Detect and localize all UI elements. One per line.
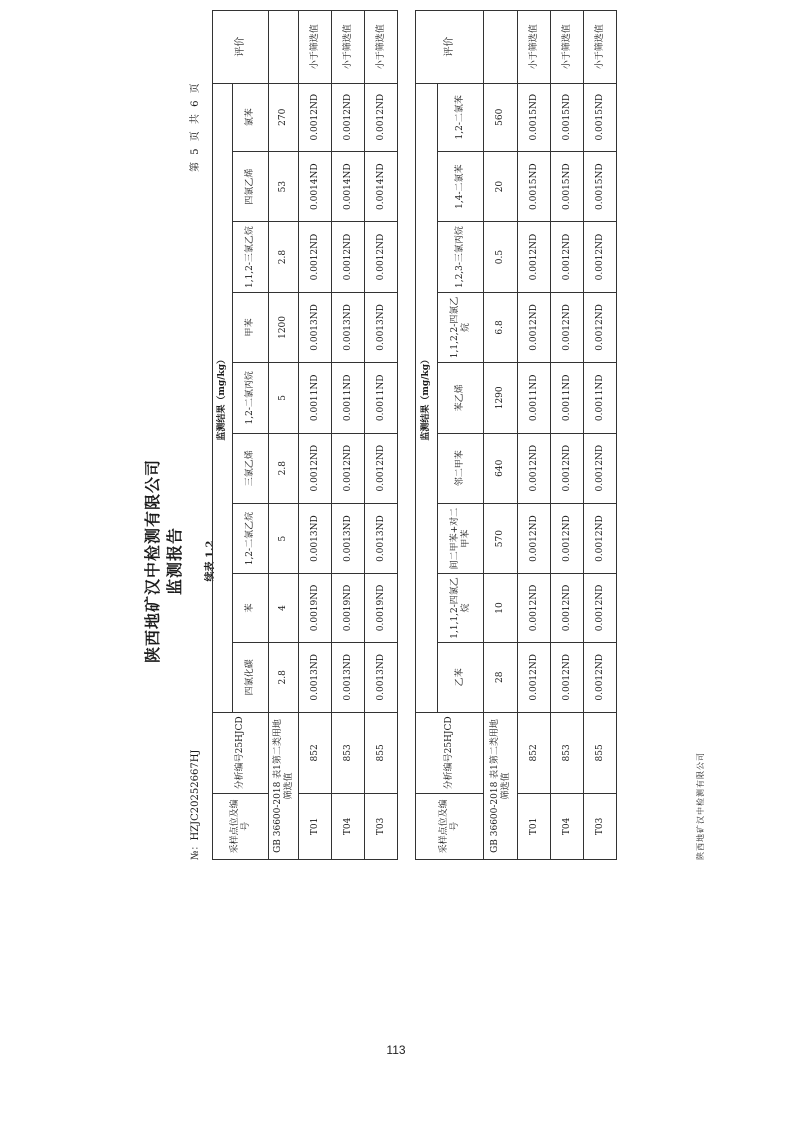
value-cell: 0.0012ND (299, 433, 332, 503)
header-analysis-id: 分析编号25HJCD (416, 713, 484, 794)
table-row (365, 11, 398, 860)
value-cell: 0.0013ND (299, 292, 332, 362)
header-compound: 1,1,2,2-四氯乙烷 (438, 292, 484, 362)
standard-value: 2.8 (269, 433, 299, 503)
standard-value: 4 (269, 574, 299, 642)
standard-value: 10 (484, 574, 518, 642)
value-cell: 0.0012ND (584, 574, 617, 642)
table-row (299, 11, 332, 860)
header-compound: 苯 (233, 574, 269, 642)
header-compound: 1,2-二氯苯 (438, 83, 484, 151)
header-site: 采样点位及编号 (213, 793, 269, 859)
value-cell: 0.0015ND (584, 151, 617, 221)
standard-value: 5 (269, 363, 299, 433)
evaluation-cell: 小于筛选值 (299, 11, 332, 84)
header-compound: 乙苯 (438, 642, 484, 712)
header-evaluation: 评价 (213, 11, 269, 84)
value-cell: 0.0011ND (518, 363, 551, 433)
id-cell: 853 (332, 713, 365, 794)
value-cell: 0.0013ND (332, 503, 365, 573)
header-compound: 氯苯 (233, 83, 269, 151)
value-cell: 0.0012ND (332, 433, 365, 503)
value-cell: 0.0012ND (584, 433, 617, 503)
value-cell: 0.0012ND (299, 222, 332, 292)
site-cell: T03 (365, 793, 398, 859)
standard-value: 560 (484, 83, 518, 151)
page-number: 113 (386, 1043, 406, 1057)
table-row (518, 11, 551, 860)
id-cell: 852 (299, 713, 332, 794)
header-compound: 1,2-二氯丙烷 (233, 363, 269, 433)
evaluation-cell: 小于筛选值 (551, 11, 584, 84)
evaluation-cell: 小于筛选值 (332, 11, 365, 84)
standard-value: 570 (484, 503, 518, 573)
header-compound: 1,4-二氯苯 (438, 151, 484, 221)
header-compound: 1,1,1,2-四氯乙烷 (438, 574, 484, 642)
value-cell: 0.0012ND (551, 574, 584, 642)
header-compound: 邻二甲苯 (438, 433, 484, 503)
value-cell: 0.0011ND (332, 363, 365, 433)
value-cell: 0.0012ND (551, 503, 584, 573)
evaluation-cell: 小于筛选值 (365, 11, 398, 84)
value-cell: 0.0012ND (518, 574, 551, 642)
value-cell: 0.0012ND (584, 642, 617, 712)
standard-value: 640 (484, 433, 518, 503)
standard-value: 6.8 (484, 292, 518, 362)
value-cell: 0.0012ND (551, 642, 584, 712)
evaluation-cell: 小于筛选值 (584, 11, 617, 84)
header-compound: 1,1,2-三氯乙烷 (233, 222, 269, 292)
value-cell: 0.0015ND (551, 151, 584, 221)
value-cell: 0.0011ND (584, 363, 617, 433)
header-compound: 1,2-二氯乙烷 (233, 503, 269, 573)
site-cell: T01 (518, 793, 551, 859)
value-cell: 0.0013ND (365, 292, 398, 362)
value-cell: 0.0014ND (299, 151, 332, 221)
id-cell: 855 (365, 713, 398, 794)
page-info: 第 5 页 共 6 页 (190, 81, 201, 172)
value-cell: 0.0012ND (365, 222, 398, 292)
company-title: 陕西地矿汉中检测有限公司 (143, 459, 162, 664)
value-cell: 0.0012ND (518, 222, 551, 292)
id-cell: 855 (584, 713, 617, 794)
value-cell: 0.0013ND (299, 642, 332, 712)
table-caption: 续表 1.2 (205, 540, 216, 582)
value-cell: 0.0015ND (584, 83, 617, 151)
standard-value: 270 (269, 83, 299, 151)
header-results-group: 监测结果（mg/kg） (416, 83, 438, 712)
header-evaluation: 评价 (416, 11, 484, 84)
report-title: 监测报告 (165, 527, 184, 596)
standard-label: GB 36600-2018 表1第二类用地筛选值 (269, 713, 299, 860)
value-cell: 0.0011ND (551, 363, 584, 433)
value-cell: 0.0013ND (365, 642, 398, 712)
evaluation-cell: 小于筛选值 (518, 11, 551, 84)
value-cell: 0.0013ND (299, 503, 332, 573)
table-row (551, 11, 584, 860)
standard-label: GB 36600-2018 表1第二类用地筛选值 (484, 713, 518, 860)
standard-value: 5 (269, 503, 299, 573)
value-cell: 0.0012ND (332, 83, 365, 151)
standard-value: 0.5 (484, 222, 518, 292)
header-compound: 甲苯 (233, 292, 269, 362)
value-cell: 0.0012ND (551, 222, 584, 292)
value-cell: 0.0019ND (332, 574, 365, 642)
value-cell: 0.0014ND (365, 151, 398, 221)
header-results-group: 监测结果（mg/kg） (213, 83, 233, 712)
header-analysis-id: 分析编号25HJCD (213, 713, 269, 794)
site-cell: T04 (332, 793, 365, 859)
value-cell: 0.0012ND (551, 292, 584, 362)
standard-value: 1200 (269, 292, 299, 362)
value-cell: 0.0013ND (365, 503, 398, 573)
standard-value: 20 (484, 151, 518, 221)
value-cell: 0.0012ND (584, 222, 617, 292)
value-cell: 0.0012ND (518, 292, 551, 362)
header-site: 采样点位及编号 (416, 793, 484, 859)
value-cell: 0.0015ND (518, 151, 551, 221)
value-cell: 0.0011ND (299, 363, 332, 433)
value-cell: 0.0012ND (332, 222, 365, 292)
standard-value: 28 (484, 642, 518, 712)
value-cell: 0.0012ND (518, 642, 551, 712)
table-row (332, 11, 365, 860)
results-table-1 (212, 10, 398, 860)
header-compound: 四氯乙烯 (233, 151, 269, 221)
value-cell: 0.0019ND (365, 574, 398, 642)
header-compound: 四氯化碳 (233, 642, 269, 712)
value-cell: 0.0013ND (332, 292, 365, 362)
standard-value: 2.8 (269, 222, 299, 292)
value-cell: 0.0012ND (551, 433, 584, 503)
site-cell: T04 (551, 793, 584, 859)
value-cell: 0.0012ND (365, 83, 398, 151)
table-row (584, 11, 617, 860)
results-table-2 (415, 10, 617, 860)
site-cell: T03 (584, 793, 617, 859)
standard-value: 1290 (484, 363, 518, 433)
value-cell: 0.0015ND (518, 83, 551, 151)
standard-value: 2.8 (269, 642, 299, 712)
value-cell: 0.0012ND (584, 503, 617, 573)
value-cell: 0.0012ND (518, 503, 551, 573)
header-compound: 苯乙烯 (438, 363, 484, 433)
footer-company: 陕西地矿汉中检测有限公司 (696, 752, 705, 860)
site-cell: T01 (299, 793, 332, 859)
value-cell: 0.0012ND (299, 83, 332, 151)
id-cell: 853 (551, 713, 584, 794)
value-cell: 0.0011ND (365, 363, 398, 433)
document-number: №：HZJC20252667HJ (190, 749, 201, 860)
header-compound: 三氯乙烯 (233, 433, 269, 503)
value-cell: 0.0012ND (365, 433, 398, 503)
value-cell: 0.0019ND (299, 574, 332, 642)
value-cell: 0.0013ND (332, 642, 365, 712)
id-cell: 852 (518, 713, 551, 794)
value-cell: 0.0014ND (332, 151, 365, 221)
value-cell: 0.0015ND (551, 83, 584, 151)
value-cell: 0.0012ND (584, 292, 617, 362)
standard-value: 53 (269, 151, 299, 221)
standard-row (484, 11, 518, 860)
header-compound: 1,2,3-三氯丙烷 (438, 222, 484, 292)
standard-row (269, 11, 299, 860)
header-compound: 间二甲苯+对二甲苯 (438, 503, 484, 573)
value-cell: 0.0012ND (518, 433, 551, 503)
